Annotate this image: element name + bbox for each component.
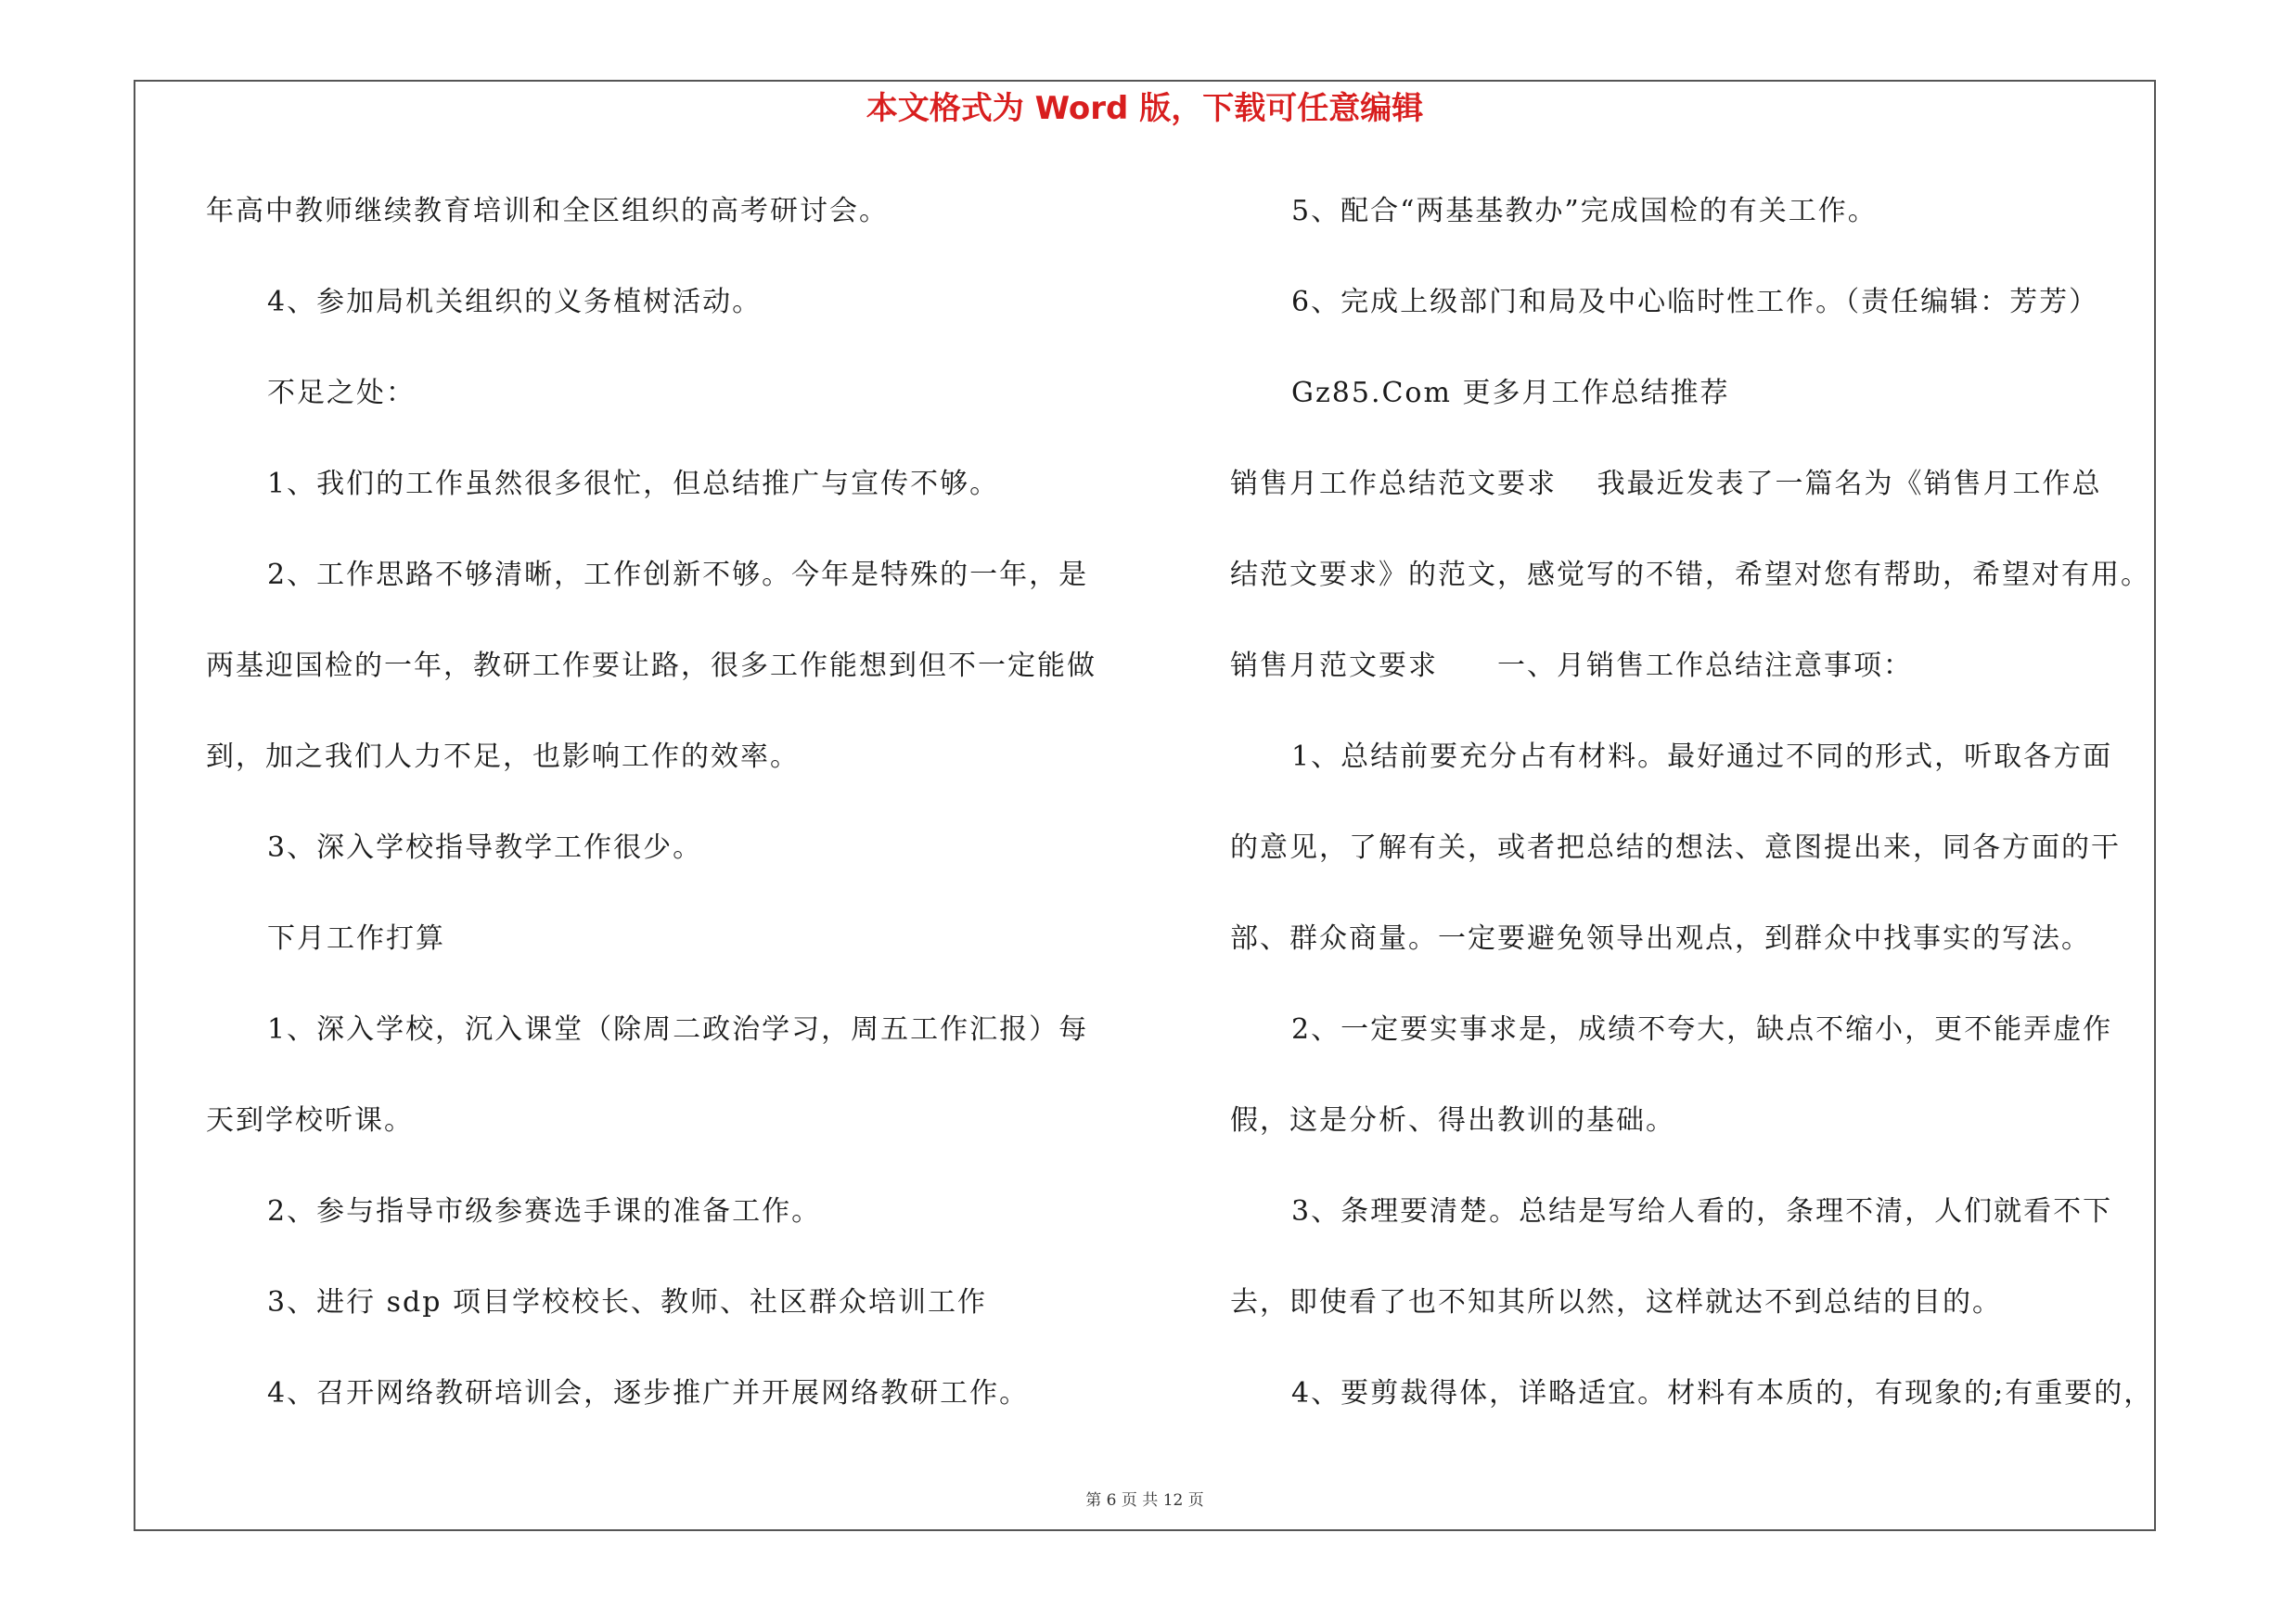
paragraph-line: 的意见，了解有关，或者把总结的想法、意图提出来，同各方面的干 [1230, 831, 2121, 864]
paragraph-line: 3、进行 sdp 项目学校校长、教师、社区群众培训工作 [267, 1286, 987, 1319]
paragraph-line: 4、参加局机关组织的义务植树活动。 [267, 286, 763, 318]
paragraph-line: 两基迎国检的一年，教研工作要让路，很多工作能想到但不一定能做 [206, 650, 1097, 682]
paragraph-line: 3、条理要清楚。总结是写给人看的，条理不清，人们就看不下 [1291, 1195, 2113, 1228]
paragraph-line: 2、参与指导市级参赛选手课的准备工作。 [267, 1195, 822, 1228]
paragraph-line: 5、配合“两基基教办”完成国检的有关工作。 [1291, 195, 1878, 227]
paragraph-line: 销售月范文要求 一、月销售工作总结注意事项： [1230, 650, 1913, 682]
paragraph-line: 部、群众商量。一定要避免领导出观点，到群众中找事实的写法。 [1230, 922, 2091, 955]
format-banner: 本文格式为 Word 版，下载可任意编辑 [866, 90, 1424, 127]
paragraph-line: 3、深入学校指导教学工作很少。 [267, 831, 703, 864]
paragraph-line: 到，加之我们人力不足，也影响工作的效率。 [206, 741, 800, 773]
paragraph-line: 2、一定要实事求是，成绩不夸大，缺点不缩小，更不能弄虚作 [1291, 1013, 2113, 1046]
paragraph-line: 6、完成上级部门和局及中心临时性工作。（责任编辑：芳芳） [1291, 286, 2099, 318]
page-number-footer: 第 6 页 共 12 页 [1085, 1491, 1204, 1510]
paragraph-line: 4、要剪裁得体，详略适宜。材料有本质的，有现象的;有重要的， [1291, 1377, 2154, 1410]
paragraph-line: 1、总结前要充分占有材料。最好通过不同的形式，听取各方面 [1291, 741, 2113, 773]
paragraph-line: 1、深入学校，沉入课堂（除周二政治学习，周五工作汇报）每 [267, 1013, 1089, 1046]
recommendation-heading: Gz85.Com 更多月工作总结推荐 [1291, 377, 1730, 409]
paragraph-line: 天到学校听课。 [206, 1104, 414, 1137]
paragraph-line: 销售月工作总结范文要求 我最近发表了一篇名为《销售月工作总 [1230, 468, 2102, 500]
paragraph-line: 1、我们的工作虽然很多很忙，但总结推广与宣传不够。 [267, 468, 1000, 500]
paragraph-line: 年高中教师继续教育培训和全区组织的高考研讨会。 [206, 195, 889, 227]
paragraph-line: 去，即使看了也不知其所以然，这样就达不到总结的目的。 [1230, 1286, 2002, 1319]
paragraph-line: 假，这是分析、得出教训的基础。 [1230, 1104, 1675, 1137]
section-heading: 不足之处： [267, 377, 416, 409]
paragraph-line: 4、召开网络教研培训会，逐步推广并开展网络教研工作。 [267, 1377, 1030, 1410]
section-heading: 下月工作打算 [267, 922, 445, 955]
paragraph-line: 2、工作思路不够清晰，工作创新不够。今年是特殊的一年，是 [267, 559, 1089, 591]
paragraph-line: 结范文要求》的范文，感觉写的不错，希望对您有帮助，希望对有用。 [1230, 559, 2150, 591]
